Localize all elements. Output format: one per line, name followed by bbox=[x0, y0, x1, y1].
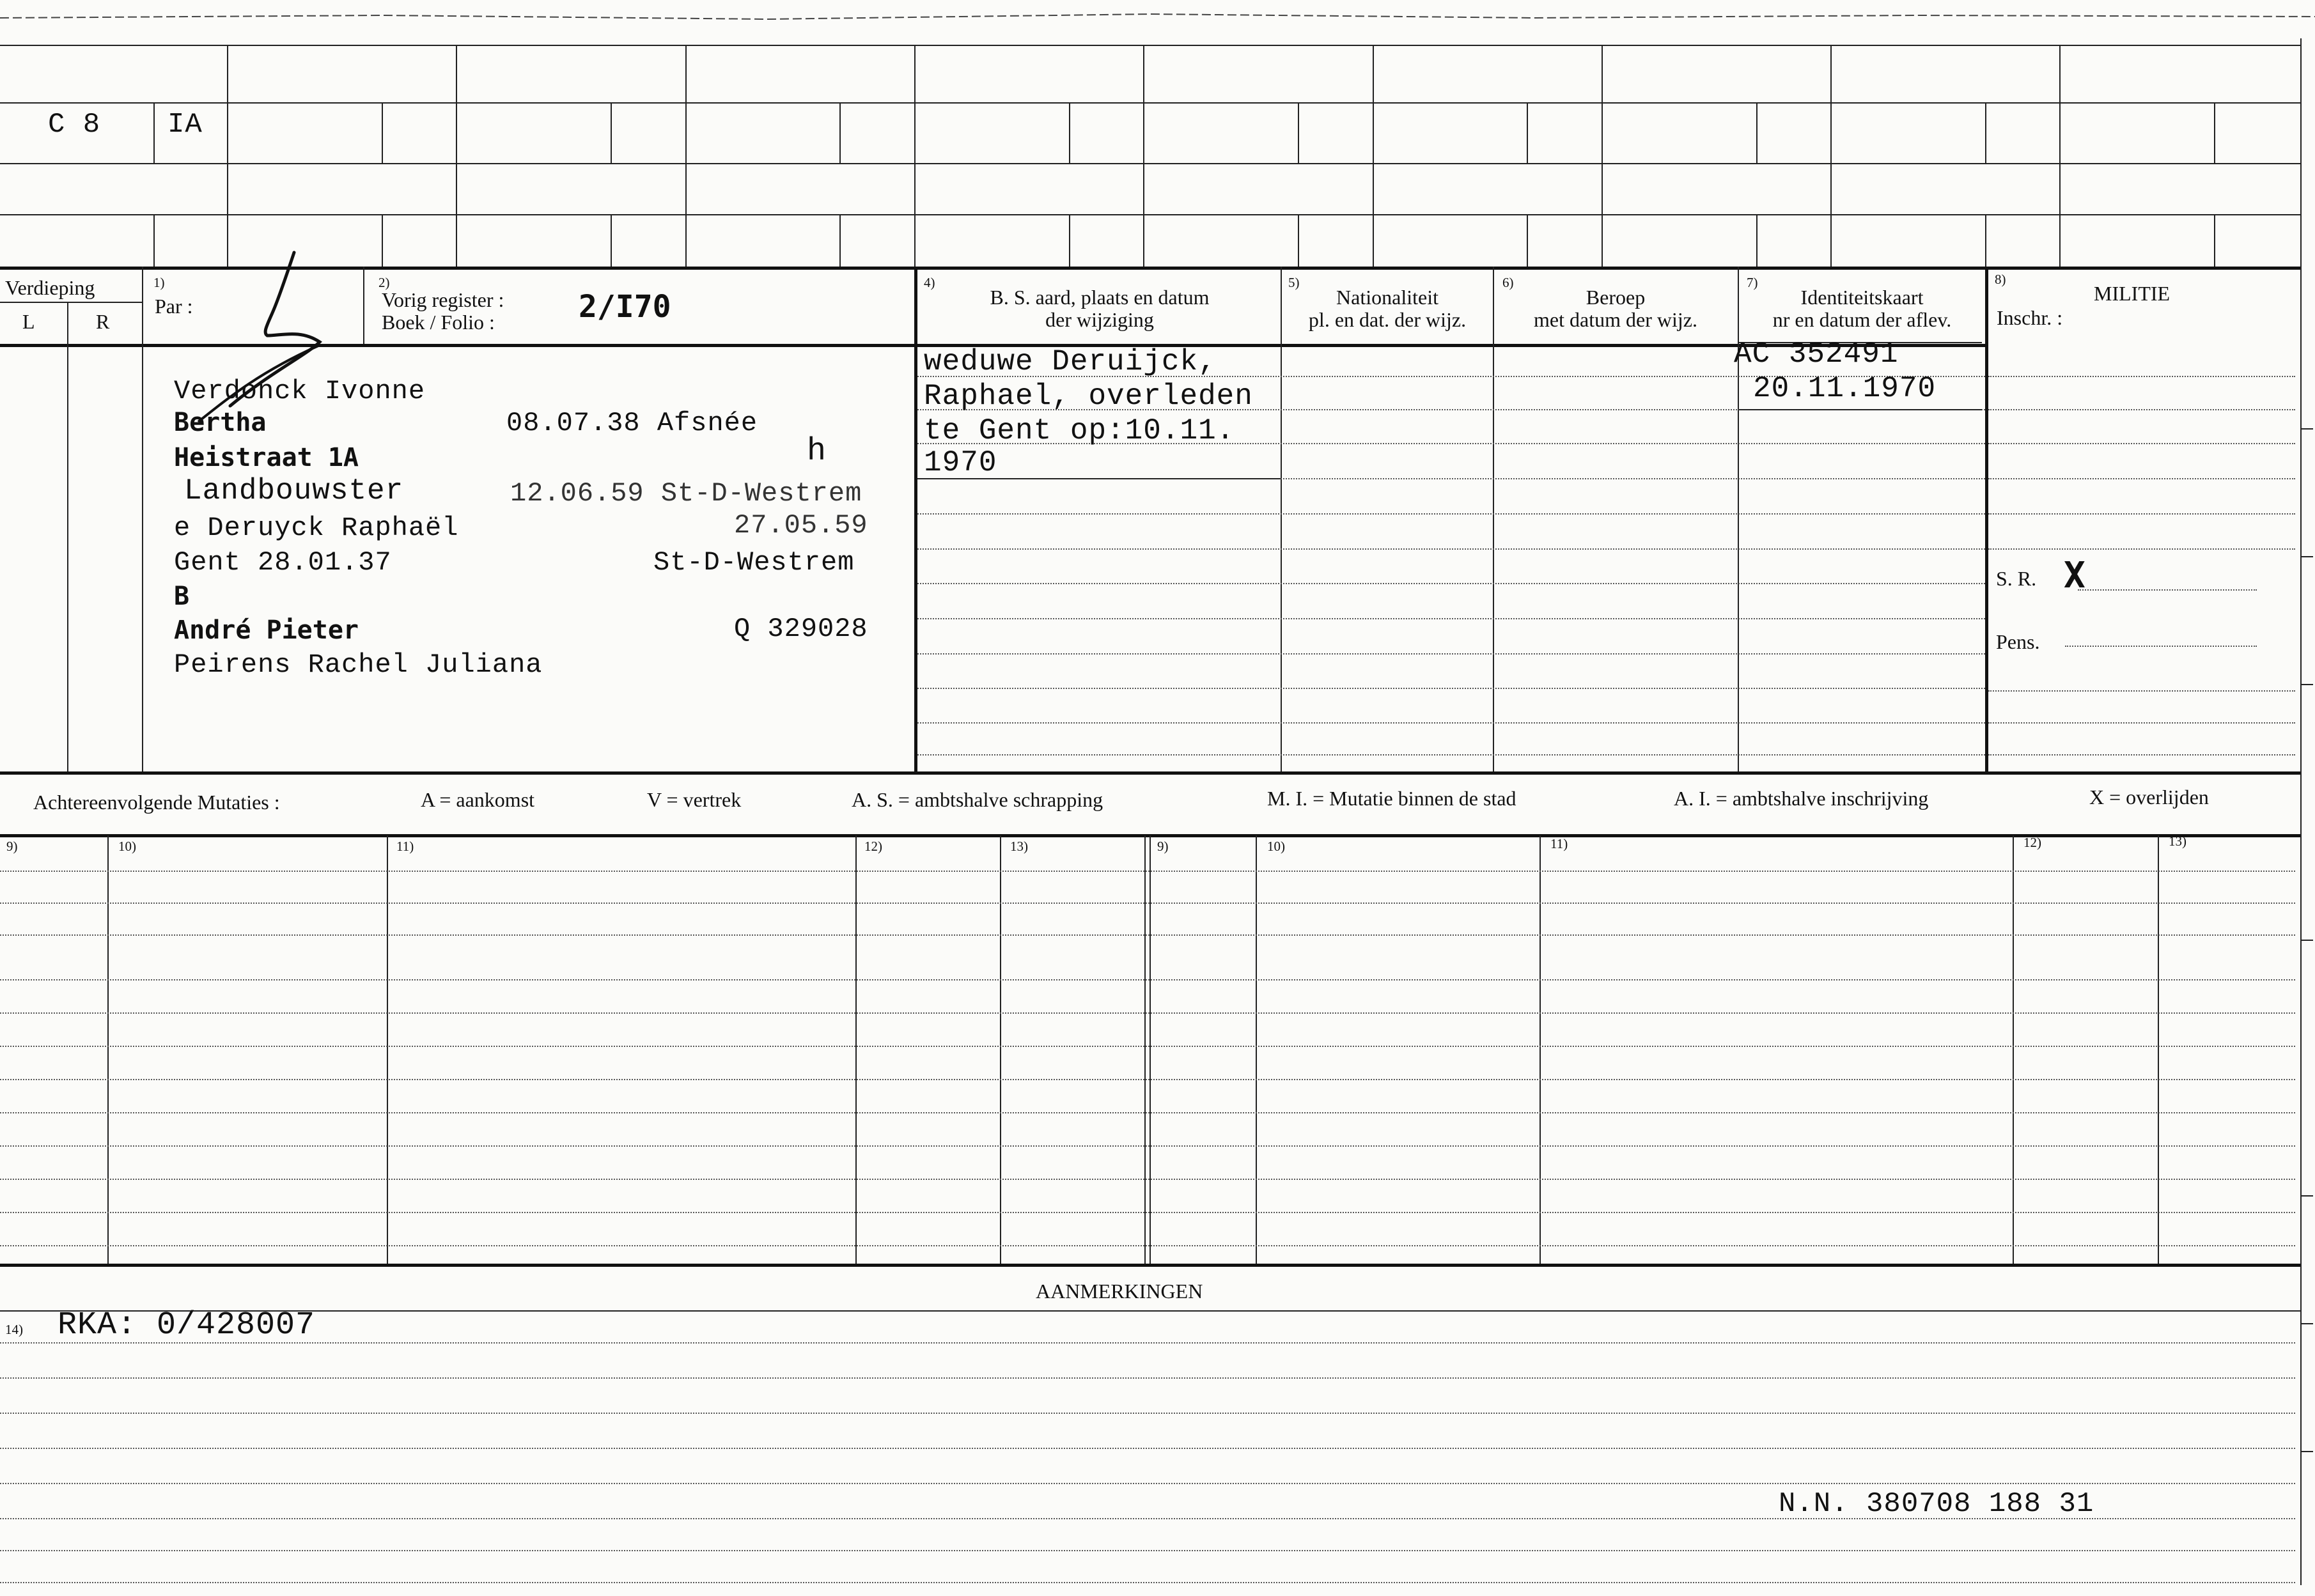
top-cell-c8: C 8 bbox=[48, 109, 101, 141]
identiteitskaart-line1: Identiteitskaart bbox=[1800, 286, 1924, 309]
pens-label: Pens. bbox=[1996, 630, 2040, 653]
col-number: 11) bbox=[396, 839, 414, 854]
bs-entry-line4: 1970 bbox=[924, 446, 997, 479]
person-address: Heistraat 1A bbox=[174, 443, 359, 472]
inschr-label: Inschr. : bbox=[1997, 306, 2063, 329]
col-number: 12) bbox=[2023, 835, 2041, 850]
bs-entry-line3: te Gent op:10.11. bbox=[924, 414, 1235, 447]
person-spouse: e Deruyck Raphaël bbox=[174, 513, 459, 543]
col-number: 6) bbox=[1502, 275, 1514, 290]
mutaties-title: Achtereenvolgende Mutaties : bbox=[33, 791, 280, 814]
person-line8: André Pieter bbox=[174, 616, 359, 645]
mutaties-legend-a: A = aankomst bbox=[421, 788, 535, 811]
identiteitskaart-line2: nr en datum der aflev. bbox=[1772, 308, 1952, 331]
beroep-line1: Beroep bbox=[1586, 286, 1646, 309]
handwritten-strike-mark bbox=[192, 345, 339, 428]
person-spouse-birth: Gent 28.01.37 bbox=[174, 547, 392, 578]
verdieping-r-label: R bbox=[96, 310, 110, 333]
verdieping-label: Verdieping bbox=[5, 276, 95, 299]
person-date-place1: 12.06.59 St-D-Westrem bbox=[510, 478, 862, 509]
person-line-b: B bbox=[174, 582, 190, 611]
col-number: 13) bbox=[1010, 839, 1028, 854]
aanmerkingen-title: AANMERKINGEN bbox=[1036, 1280, 1203, 1303]
mutaties-legend-v: V = vertrek bbox=[647, 788, 742, 811]
nationaliteit-line2: pl. en dat. der wijz. bbox=[1308, 308, 1467, 331]
bs-header-line1: B. S. aard, plaats en datum bbox=[990, 286, 1210, 309]
rka-number: RKA: 0/428007 bbox=[58, 1307, 316, 1344]
par-label: Par : bbox=[155, 295, 193, 318]
col-number: 13) bbox=[2169, 833, 2186, 849]
col-number: 10) bbox=[1267, 839, 1285, 854]
verdieping-l-label: L bbox=[22, 310, 35, 333]
national-number: N.N. 380708 188 31 bbox=[1779, 1488, 2094, 1520]
person-line9: Peirens Rachel Juliana bbox=[174, 649, 543, 680]
sr-label: S. R. bbox=[1996, 567, 2037, 590]
mutaties-legend-mi: M. I. = Mutatie binnen de stad bbox=[1267, 787, 1516, 810]
beroep-line2: met datum der wijz. bbox=[1534, 308, 1697, 331]
bs-header-line2: der wijziging bbox=[1045, 308, 1154, 331]
person-date2: 27.05.59 bbox=[734, 510, 868, 541]
col-number: 8) bbox=[1995, 272, 2006, 287]
person-name-line2: Bertha bbox=[174, 408, 267, 437]
id-card-date: 20.11.1970 bbox=[1753, 372, 1937, 405]
col-number: 10) bbox=[118, 839, 136, 854]
vorig-register-value: 2/I70 bbox=[579, 289, 671, 325]
id-card-number: AC 352491 bbox=[1734, 337, 1899, 371]
bs-entry-line2: Raphael, overleden bbox=[924, 380, 1253, 413]
col-number: 4) bbox=[924, 275, 935, 290]
vorig-register-label: Vorig register : bbox=[382, 288, 504, 311]
top-paper-edge bbox=[0, 6, 2315, 26]
boek-folio-label: Boek / Folio : bbox=[382, 311, 495, 334]
person-occupation: Landbouwster bbox=[184, 474, 404, 507]
col-number: 5) bbox=[1288, 275, 1300, 290]
person-code: Q 329028 bbox=[734, 614, 868, 644]
col-number: 14) bbox=[5, 1322, 23, 1337]
col-number: 12) bbox=[864, 839, 882, 854]
person-mark-h: h bbox=[807, 433, 827, 470]
mutaties-legend-as: A. S. = ambtshalve schrapping bbox=[852, 788, 1103, 811]
person-place2: St-D-Westrem bbox=[653, 547, 855, 578]
col-number: 7) bbox=[1747, 275, 1758, 290]
bs-entry-line1: weduwe Deruijck, bbox=[924, 345, 1217, 378]
nationaliteit-line1: Nationaliteit bbox=[1336, 286, 1438, 309]
col-number: 2) bbox=[378, 275, 390, 290]
mutaties-legend-x: X = overlijden bbox=[2089, 786, 2209, 809]
col-number: 9) bbox=[1157, 839, 1169, 854]
col-number: 9) bbox=[6, 839, 18, 854]
col-number: 1) bbox=[153, 275, 165, 290]
top-cell-ia: IA bbox=[168, 109, 203, 141]
person-birth: 08.07.38 Afsnée bbox=[506, 408, 758, 438]
person-name-line1: Verdonck Ivonne bbox=[174, 376, 426, 407]
sr-mark: X bbox=[2064, 555, 2085, 596]
col-number: 11) bbox=[1550, 836, 1568, 851]
mutaties-legend-ai: A. I. = ambtshalve inschrijving bbox=[1674, 787, 1929, 810]
militie-title: MILITIE bbox=[2094, 282, 2171, 305]
